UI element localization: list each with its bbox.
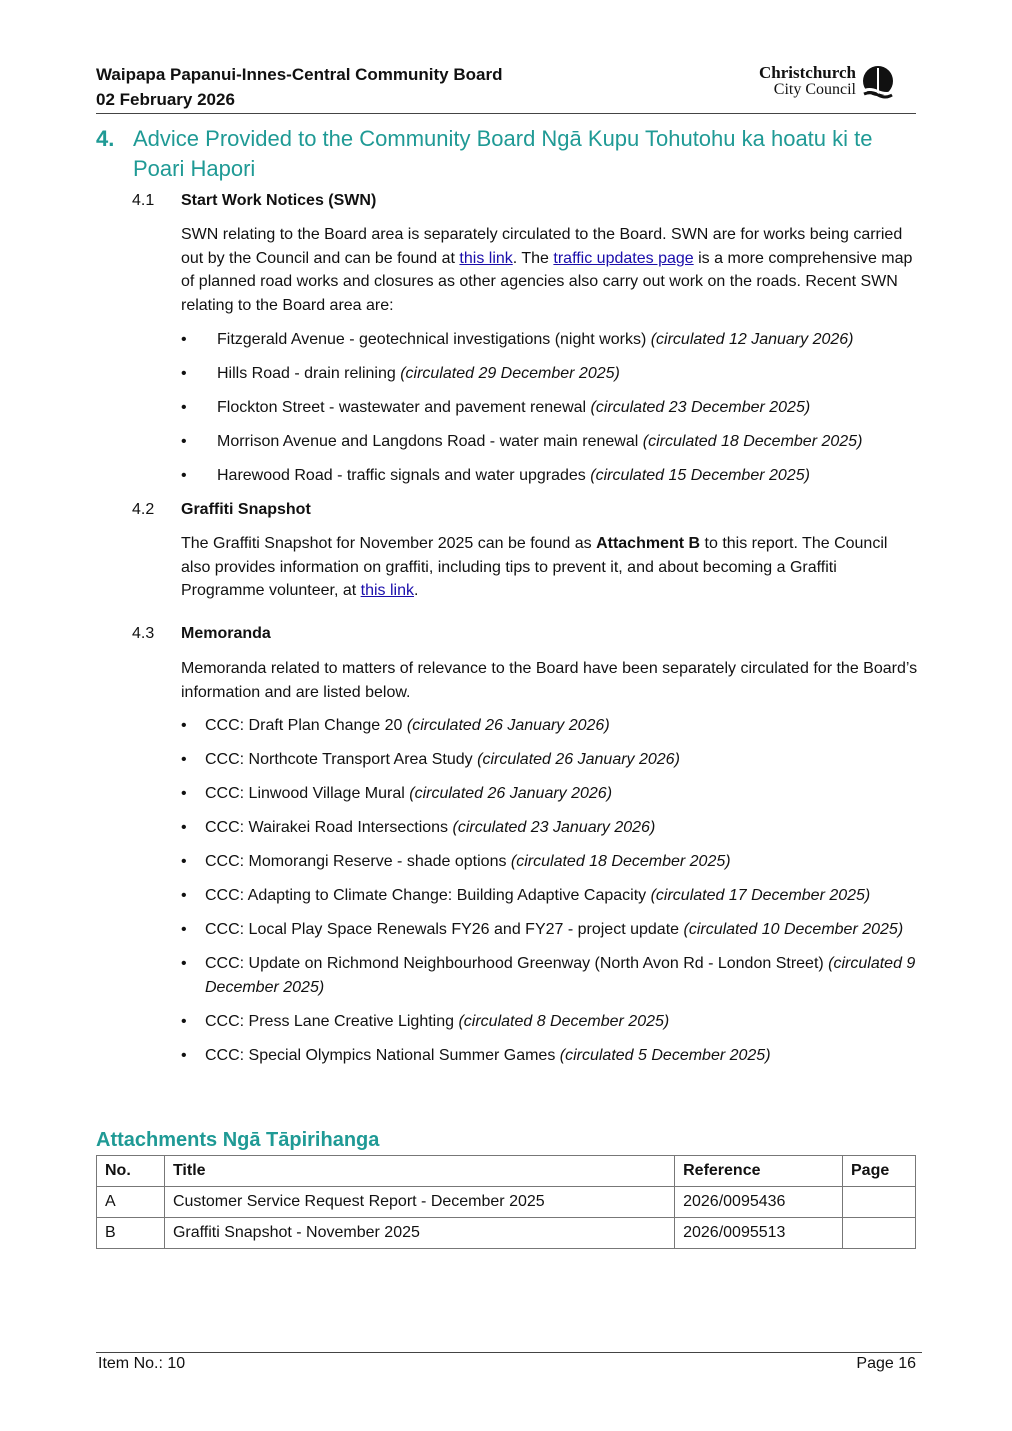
subsection-title: Start Work Notices (SWN): [181, 192, 377, 209]
swn-this-link[interactable]: this link: [459, 249, 513, 267]
list-item: [181, 362, 921, 386]
item-text: CCC: Special Olympics National Summer Games: [205, 1047, 560, 1064]
item-text: CCC: Adapting to Climate Change: Building Adaptive Capacity: [205, 887, 651, 904]
column-header-no: No.: [97, 1156, 165, 1187]
cell-no: B: [97, 1218, 165, 1249]
item-text: Fitzgerald Avenue - geotechnical investigations (night works): [217, 331, 651, 348]
swn-text: . The: [512, 249, 554, 267]
logo-line-2: City Council: [773, 81, 856, 98]
item-note: (circulated 29 December 2025): [400, 365, 620, 382]
memoranda-list: [181, 714, 921, 1068]
graffiti-text: to this report. The Council also provides information on graffiti, including tips to prevent it, and about becoming a Graffiti Programme volunteer, at: [181, 535, 888, 599]
list-item: [181, 952, 921, 1000]
council-logo: [746, 64, 896, 104]
table-row: [97, 1218, 916, 1249]
item-note: (circulated 15 December 2025): [590, 467, 810, 484]
graffiti-this-link[interactable]: this link: [360, 582, 414, 599]
item-note: (circulated 8 December 2025): [458, 1013, 670, 1030]
graffiti-paragraph: [181, 532, 921, 603]
item-note: (circulated 10 December 2025): [683, 921, 904, 938]
cell-reference: 2026/0095513: [675, 1218, 843, 1249]
column-header-page: Page: [843, 1156, 916, 1187]
list-item: [181, 328, 921, 352]
board-name: Waipapa Papanui-Innes-Central Community Board: [96, 65, 503, 84]
subsection-title: Graffiti Snapshot: [181, 501, 311, 518]
list-item: [181, 884, 921, 908]
column-header-reference: Reference: [675, 1156, 843, 1187]
list-item: [181, 748, 921, 772]
cathedral-logo-icon: [860, 64, 896, 100]
item-text: Hills Road - drain relining: [217, 365, 401, 382]
item-note: (circulated 26 January 2026): [477, 751, 680, 768]
subsection-number: 4.3: [132, 625, 155, 642]
item-note: (circulated 18 December 2025): [642, 433, 863, 450]
memoranda-intro: Memoranda related to matters of relevance to the Board have been separately circulated for the Board’s information and are listed below.: [181, 660, 918, 701]
section-heading: [96, 124, 916, 184]
section-title: Advice Provided to the Community Board Ngā Kupu Tohutohu ka hoatu ki te Poari Hapori: [133, 126, 873, 181]
meeting-date: 02 February 2026: [96, 90, 235, 109]
list-item: [181, 464, 921, 488]
cell-page: [843, 1187, 916, 1218]
logo-line-1: Christchurch: [759, 63, 856, 82]
list-item: [181, 1010, 921, 1034]
list-item: [181, 396, 921, 420]
item-text: CCC: Northcote Transport Area Study: [205, 751, 478, 768]
page-footer: [96, 1352, 922, 1372]
table-header-row: [97, 1156, 916, 1187]
cell-no: A: [97, 1187, 165, 1218]
subsection-title: Memoranda: [181, 625, 271, 642]
list-item: [181, 1044, 921, 1068]
item-text: CCC: Draft Plan Change 20: [205, 717, 407, 734]
traffic-updates-link[interactable]: traffic updates page: [553, 249, 694, 267]
list-item: [181, 816, 921, 840]
swn-text: is a more comprehensive map of planned road works and closures as other agencies also carry out work on the roads. Recent SWN relating to the Board area are:: [181, 249, 913, 314]
cell-reference: 2026/0095436: [675, 1187, 843, 1218]
list-item: [181, 714, 921, 738]
item-note: (circulated 18 December 2025): [510, 853, 731, 870]
item-text: CCC: Linwood Village Mural: [205, 785, 410, 802]
subsection-number: 4.2: [132, 501, 155, 518]
graffiti-text: The Graffiti Snapshot for November 2025 can be found as: [181, 535, 597, 552]
item-text: CCC: Wairakei Road Intersections: [205, 819, 453, 836]
swn-list: [181, 328, 921, 488]
item-note: (circulated 17 December 2025): [650, 887, 871, 904]
column-header-title: Title: [164, 1156, 674, 1187]
swn-paragraph: [181, 223, 921, 317]
list-item: [181, 782, 921, 806]
item-note: (circulated 9 December 2025): [205, 955, 916, 996]
cell-title: Customer Service Request Report - December 2025: [164, 1187, 674, 1218]
item-text: Flockton Street - wastewater and pavement renewal: [217, 399, 591, 416]
cell-title: Graffiti Snapshot - November 2025: [164, 1218, 674, 1249]
item-note: (circulated 23 January 2026): [452, 819, 656, 836]
item-text: CCC: Local Play Space Renewals FY26 and FY27 - project update: [205, 921, 684, 938]
item-text: Morrison Avenue and Langdons Road - water main renewal: [217, 433, 643, 450]
attachments-table: [96, 1155, 916, 1249]
subsection-number: 4.1: [132, 192, 155, 209]
table-row: [97, 1187, 916, 1218]
swn-text: SWN relating to the Board area is separately circulated to the Board. SWN are for works being carried out by the Council and can be found at: [181, 226, 903, 267]
item-text: Harewood Road - traffic signals and water upgrades: [217, 467, 591, 484]
page-header: [96, 62, 916, 114]
attachment-b-ref: Attachment B: [596, 535, 701, 552]
item-note: (circulated 5 December 2025): [559, 1047, 771, 1064]
section-number: 4.: [96, 126, 115, 151]
item-note: (circulated 26 January 2026): [406, 717, 610, 734]
cell-page: [843, 1218, 916, 1249]
page-number: Page 16: [856, 1355, 916, 1372]
list-item: [181, 850, 921, 874]
item-text: CCC: Momorangi Reserve - shade options: [205, 853, 511, 870]
attachments-heading: Attachments Ngā Tāpirihanga: [96, 1129, 380, 1151]
item-number: Item No.: 10: [98, 1355, 186, 1372]
item-note: (circulated 23 December 2025): [590, 399, 811, 416]
graffiti-text: .: [414, 582, 419, 599]
item-note: (circulated 26 January 2026): [409, 785, 613, 802]
item-note: (circulated 12 January 2026): [650, 331, 854, 348]
list-item: [181, 918, 921, 942]
item-text: CCC: Press Lane Creative Lighting: [205, 1013, 459, 1030]
item-text: CCC: Update on Richmond Neighbourhood Greenway (North Avon Rd - London Street): [205, 955, 829, 972]
list-item: [181, 430, 921, 454]
